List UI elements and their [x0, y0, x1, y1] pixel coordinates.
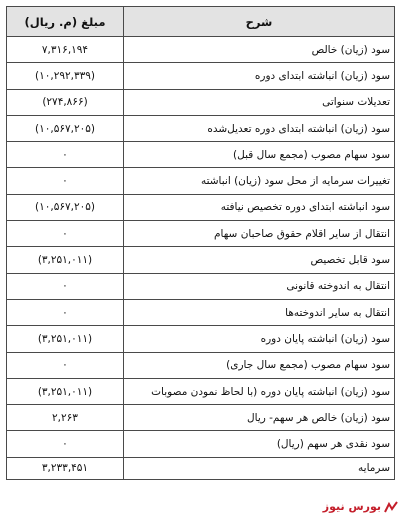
table-row	[7, 326, 395, 352]
row-description: انتقال به اندوخته قانونی	[124, 273, 395, 299]
row-description: سود (زیان) خالص	[124, 37, 395, 63]
row-description: انتقال به سایر اندوخته‌ها	[124, 299, 395, 325]
table-row	[7, 431, 395, 457]
table-row	[7, 247, 395, 273]
table-row	[7, 352, 395, 378]
profit-distribution-table	[6, 6, 395, 480]
row-amount: (۳,۲۵۱,۰۱۱)	[7, 247, 124, 273]
table-row	[7, 63, 395, 89]
row-amount: (۳,۲۵۱,۰۱۱)	[7, 378, 124, 404]
row-amount: ۰	[7, 299, 124, 325]
row-amount: ۲,۲۶۳	[7, 405, 124, 431]
row-amount: ۰	[7, 273, 124, 299]
row-amount: (۲۷۴,۸۶۶)	[7, 89, 124, 115]
header-amount: مبلغ (م. ریال)	[7, 7, 124, 37]
row-description: سود انباشته ابتدای دوره تخصیص نیافته	[124, 194, 395, 220]
row-description: سود (زیان) انباشته ابتدای دوره تعدیل‌شده	[124, 115, 395, 141]
row-description: سود (زیان) انباشته پایان دوره	[124, 326, 395, 352]
table-row	[7, 405, 395, 431]
row-description: تعدیلات سنواتی	[124, 89, 395, 115]
row-description: سود سهام مصوب (مجمع سال جاری)	[124, 352, 395, 378]
profit-distribution-table-container	[6, 6, 394, 480]
row-description: سود نقدی هر سهم (ریال)	[124, 431, 395, 457]
row-description: سود (زیان) انباشته ابتدای دوره	[124, 63, 395, 89]
table-row	[7, 168, 395, 194]
row-amount: (۱۰,۵۶۷,۲۰۵)	[7, 194, 124, 220]
row-amount: ۰	[7, 168, 124, 194]
row-amount: ۷,۳۱۶,۱۹۴	[7, 37, 124, 63]
row-description: تغییرات سرمایه از محل سود (زیان) انباشته	[124, 168, 395, 194]
table-row	[7, 378, 395, 404]
table-row	[7, 457, 395, 479]
watermark-text: بورس نیوز	[322, 500, 381, 513]
row-description: سود (زیان) انباشته پایان دوره (با لحاظ نمودن مصوبات	[124, 378, 395, 404]
row-description: سود (زیان) خالص هر سهم- ریال	[124, 405, 395, 431]
table-row	[7, 221, 395, 247]
row-amount: ۳,۲۳۳,۴۵۱	[7, 457, 124, 479]
row-amount: ۰	[7, 142, 124, 168]
row-amount: ۰	[7, 221, 124, 247]
table-row	[7, 194, 395, 220]
table-row	[7, 273, 395, 299]
table-row	[7, 89, 395, 115]
row-amount: ۰	[7, 431, 124, 457]
row-description: سرمایه	[124, 457, 395, 479]
bourse-news-watermark	[323, 500, 398, 513]
row-description: سود قابل تخصیص	[124, 247, 395, 273]
table-row	[7, 37, 395, 63]
table-row	[7, 299, 395, 325]
row-description: انتقال از سایر اقلام حقوق صاحبان سهام	[124, 221, 395, 247]
row-description: سود سهام مصوب (مجمع سال قبل)	[124, 142, 395, 168]
header-description: شرح	[124, 7, 395, 37]
row-amount: ۰	[7, 352, 124, 378]
row-amount: (۱۰,۲۹۲,۳۳۹)	[7, 63, 124, 89]
table-header-row	[7, 7, 395, 37]
row-amount: (۳,۲۵۱,۰۱۱)	[7, 326, 124, 352]
bourse-news-logo-icon	[384, 501, 398, 513]
table-row	[7, 142, 395, 168]
table-body	[7, 37, 395, 480]
table-row	[7, 115, 395, 141]
row-amount: (۱۰,۵۶۷,۲۰۵)	[7, 115, 124, 141]
